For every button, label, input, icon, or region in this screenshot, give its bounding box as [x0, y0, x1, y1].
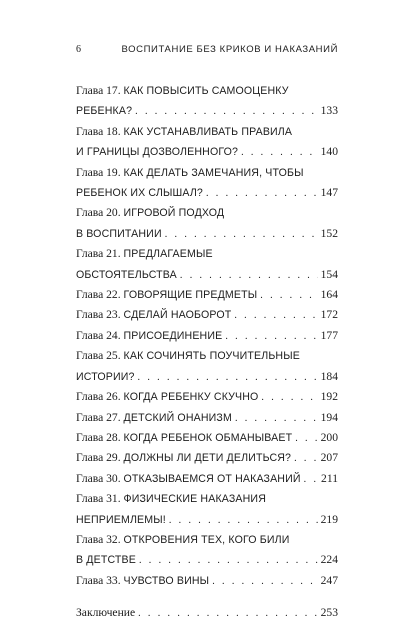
- toc-entry-title: [76, 326, 222, 346]
- toc-entry-prefix: Глава 24.: [76, 328, 121, 342]
- toc-entry-prefix: Глава 32.: [76, 532, 121, 546]
- toc-entry-heading-text: В ВОСПИТАНИИ: [76, 227, 162, 240]
- toc-entry: [76, 428, 338, 448]
- toc-page-number: 192: [320, 390, 338, 404]
- toc-entry-line: [76, 469, 338, 489]
- toc-entry-line: [76, 510, 338, 530]
- toc-entry-title: [76, 448, 291, 468]
- toc-entry-line: [76, 203, 338, 223]
- toc-entry-heading-text: НЕПРИЕМЛЕМЫ!: [76, 513, 166, 526]
- toc-entry-title: [76, 408, 232, 428]
- toc-entry-prefix: Глава 17.: [76, 84, 121, 97]
- toc-entry-heading-text: КОГДА РЕБЕНОК ОБМАНЫВАЕТ: [123, 431, 293, 444]
- toc-entry-line: [76, 224, 338, 244]
- dot-leader: [260, 286, 317, 305]
- toc-entry-prefix: Глава 26.: [76, 390, 121, 404]
- toc-entry: [76, 326, 338, 346]
- toc-entry: [76, 346, 338, 387]
- toc-entry-prefix: Глава 21.: [76, 247, 121, 261]
- toc-entry-prefix: Глава 29.: [76, 451, 121, 465]
- dot-leader: [138, 604, 317, 623]
- running-title: ВОСПИТАНИЕ БЕЗ КРИКОВ И НАКАЗАНИЙ: [121, 44, 338, 55]
- toc-entry-line: [76, 101, 338, 121]
- toc-entry-title-continued: [76, 101, 132, 121]
- toc-entry: [76, 571, 338, 591]
- toc-page-number: 147: [320, 186, 338, 200]
- toc-entry: [76, 603, 338, 623]
- toc-page-number: 207: [320, 451, 338, 465]
- toc-entry-title-continued: [76, 224, 162, 244]
- toc-page-number: 172: [320, 308, 338, 322]
- toc-entry-heading-text: В ДЕТСТВЕ: [76, 554, 136, 567]
- toc-entry-line: [76, 448, 338, 468]
- toc-entry-heading-text: ПРИСОЕДИНЕНИЕ: [123, 329, 223, 342]
- toc-entry-prefix: Глава 23.: [76, 308, 121, 322]
- toc-entry-title: [76, 489, 266, 509]
- toc-entry-line: [76, 265, 338, 285]
- dot-leader: [180, 266, 318, 285]
- toc-page-number: 154: [320, 267, 338, 281]
- toc-entry-title: [76, 163, 304, 183]
- toc-entry: [76, 448, 338, 468]
- toc-entry-heading-text: ИСТОРИИ?: [76, 370, 135, 383]
- toc-entry: [76, 203, 338, 244]
- toc-page-number: 177: [320, 328, 338, 342]
- toc-entry-line: [76, 305, 338, 325]
- dot-leader: [135, 102, 317, 121]
- toc-page-number: 140: [320, 145, 338, 159]
- toc-entry-title: [76, 603, 135, 622]
- toc-entry-title-continued: [76, 510, 166, 530]
- toc-entry-title-continued: [76, 142, 238, 162]
- toc-entry-heading-text: ОТКАЗЫВАЕМСЯ ОТ НАКАЗАНИЙ: [123, 472, 301, 485]
- toc-entry-title: [76, 428, 292, 448]
- toc-entry: [76, 122, 338, 163]
- toc-page-number: 200: [320, 430, 338, 444]
- toc-entry-line: [76, 550, 338, 570]
- toc-page-number: 219: [320, 512, 338, 526]
- dot-leader: [235, 409, 318, 428]
- toc-entry-prefix: Глава 31.: [76, 492, 121, 506]
- dot-leader: [261, 388, 317, 407]
- toc-entry-line: [76, 244, 338, 264]
- toc-entry-line: [76, 603, 338, 623]
- toc-entry-prefix: Глава 18.: [76, 124, 121, 138]
- toc-entry-heading-text: ФИЗИЧЕСКИЕ НАКАЗАНИЯ: [123, 493, 266, 506]
- toc-entry-line: [76, 367, 338, 387]
- toc-entry-title: [76, 571, 209, 591]
- dot-leader: [169, 511, 318, 530]
- toc-page-number: 247: [320, 573, 338, 587]
- toc-entry: [76, 81, 338, 122]
- toc-entry-heading-text: ДОЛЖНЫ ЛИ ДЕТИ ДЕЛИТЬСЯ?: [123, 452, 292, 465]
- toc-entry: [76, 489, 338, 530]
- dot-leader: [234, 306, 317, 325]
- toc-page-number: 164: [320, 288, 338, 302]
- toc-entry-line: [76, 326, 338, 346]
- toc-entry-heading-text: КАК ДЕЛАТЬ ЗАМЕЧАНИЯ, ЧТОБЫ: [123, 166, 304, 179]
- toc-entry: [76, 469, 338, 489]
- toc-page-number: 211: [321, 471, 338, 485]
- toc-entry-line: [76, 81, 338, 101]
- toc-entry-title: [76, 469, 301, 489]
- toc-entry-line: [76, 183, 338, 203]
- toc-entry-title-continued: [76, 265, 177, 285]
- toc-entry: [76, 408, 338, 428]
- toc-entry-prefix: Глава 27.: [76, 410, 121, 424]
- dot-leader: [225, 327, 317, 346]
- dot-leader: [241, 143, 318, 162]
- dot-leader: [139, 551, 318, 570]
- toc-entry-line: [76, 122, 338, 142]
- toc-entry-title: [76, 81, 289, 101]
- toc-page-number: 133: [320, 104, 338, 118]
- toc-entry-heading-text: КАК УСТАНАВЛИВАТЬ ПРАВИЛА: [123, 125, 293, 138]
- toc-entry-heading-text: ЧУВСТВО ВИНЫ: [123, 574, 210, 587]
- table-of-contents: [76, 81, 338, 624]
- toc-entry-heading-text: СДЕЛАЙ НАОБОРОТ: [123, 309, 232, 322]
- toc-entry-line: [76, 142, 338, 162]
- toc-entry-line: [76, 387, 338, 407]
- toc-entry-heading-text: ДЕТСКИЙ ОНАНИЗМ: [123, 411, 232, 424]
- page-number: 6: [76, 44, 82, 55]
- toc-entry-heading-text: ОБСТОЯТЕЛЬСТВА: [76, 268, 177, 281]
- dot-leader: [294, 449, 318, 468]
- dot-leader: [206, 184, 318, 203]
- toc-entry: [76, 285, 338, 305]
- dot-leader: [304, 470, 318, 489]
- toc-entry-line: [76, 408, 338, 428]
- toc-entry-heading-text: ОТКРОВЕНИЯ ТЕХ, КОГО БИЛИ: [123, 533, 290, 546]
- toc-page-number: 194: [320, 410, 338, 424]
- toc-entry-prefix: Глава 30.: [76, 471, 121, 485]
- toc-entry-heading-text: КАК ПОВЫСИТЬ САМООЦЕНКУ: [123, 85, 289, 97]
- toc-entry-title-continued: [76, 550, 136, 570]
- toc-entry: [76, 530, 338, 571]
- toc-entry-heading-text: РЕБЕНОК ИХ СЛЫШАЛ?: [76, 187, 203, 200]
- toc-entry-line: [76, 428, 338, 448]
- toc-entry-heading-text: ПРЕДЛАГАЕМЫЕ: [123, 248, 213, 261]
- toc-entry-title: [76, 122, 292, 142]
- toc-entry-prefix: Глава 20.: [76, 206, 121, 220]
- toc-entry-prefix: Глава 33.: [76, 573, 121, 587]
- toc-entry-heading-text: И ГРАНИЦЫ ДОЗВОЛЕННОГО?: [76, 146, 239, 159]
- toc-entry-heading-text: ГОВОРЯЩИЕ ПРЕДМЕТЫ: [123, 289, 258, 302]
- toc-entry-title: [76, 530, 289, 550]
- toc-entry-line: [76, 163, 338, 183]
- toc-entry: [76, 163, 338, 204]
- dot-leader: [295, 429, 317, 448]
- toc-entry: [76, 244, 338, 285]
- toc-entry-line: [76, 285, 338, 305]
- toc-entry-line: [76, 346, 338, 366]
- toc-entry-title: [76, 387, 258, 407]
- toc-entry-title-continued: [76, 367, 135, 387]
- toc-entry-title: [76, 305, 231, 325]
- toc-entry-title-continued: [76, 183, 203, 203]
- toc-entry-heading-text: ИГРОВОЙ ПОДХОД: [123, 207, 225, 220]
- running-head: [76, 44, 338, 60]
- toc-page-number: 184: [320, 369, 338, 383]
- toc-page-number: 253: [320, 606, 338, 620]
- toc-page-number: 224: [320, 553, 338, 567]
- toc-entry-line: [76, 489, 338, 509]
- dot-leader: [212, 572, 317, 591]
- toc-page-number: 152: [320, 226, 338, 240]
- dot-leader: [165, 225, 318, 244]
- toc-entry-line: [76, 571, 338, 591]
- toc-entry-heading-text: КАК СОЧИНЯТЬ ПОУЧИТЕЛЬНЫЕ: [123, 350, 300, 363]
- toc-entry-prefix: Заключение: [76, 606, 136, 620]
- toc-entry-heading-text: КОГДА РЕБЕНКУ СКУЧНО: [123, 391, 259, 404]
- toc-entry-title: [76, 285, 257, 305]
- toc-entry-title: [76, 203, 224, 223]
- toc-entry: [76, 305, 338, 325]
- toc-entry-prefix: Глава 25.: [76, 349, 121, 363]
- toc-entry-title: [76, 244, 213, 264]
- toc-entry-prefix: Глава 22.: [76, 288, 121, 302]
- toc-entry-title: [76, 346, 300, 366]
- dot-leader: [138, 368, 318, 387]
- toc-entry-line: [76, 530, 338, 550]
- toc-entry-prefix: Глава 28.: [76, 430, 121, 444]
- toc-entry-prefix: Глава 19.: [76, 165, 121, 179]
- toc-entry: [76, 387, 338, 407]
- toc-entry-heading-text: РЕБЕНКА?: [76, 105, 133, 118]
